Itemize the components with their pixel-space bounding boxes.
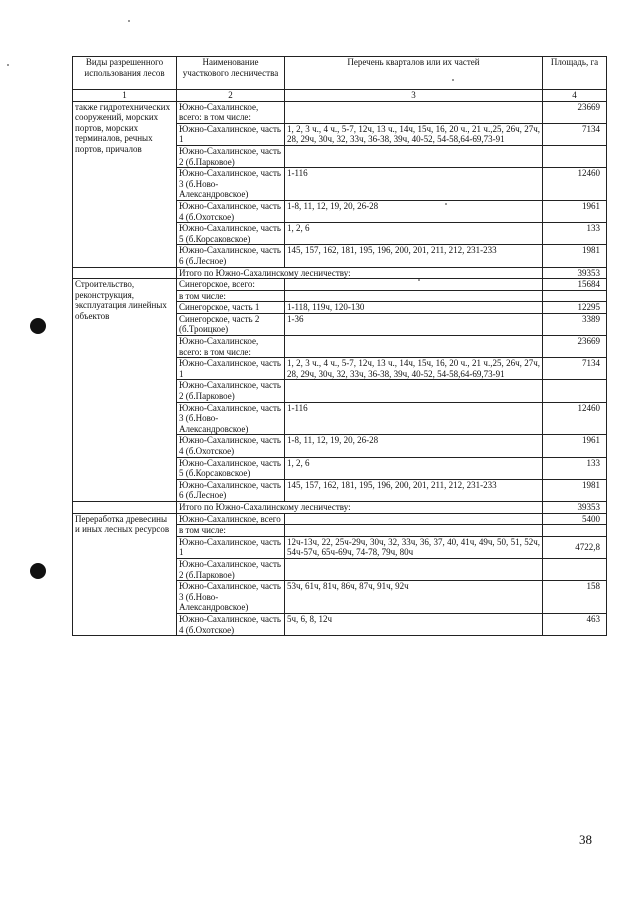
quarters-cell: 53ч, 61ч, 81ч, 86ч, 87ч, 91ч, 92ч (285, 581, 543, 614)
quarters-cell: 1, 2, 6 (285, 223, 543, 245)
forest-use-table (72, 56, 607, 636)
page-number: 38 (579, 832, 592, 847)
quarters-cell (285, 525, 543, 537)
area-cell: 463 (543, 613, 607, 635)
quarters-cell: 1-118, 119ч, 120-130 (285, 302, 543, 314)
quarters-cell: 145, 157, 162, 181, 195, 196, 200, 201, 211, 212, 231-233 (285, 245, 543, 267)
forestry-name-cell: Южно-Сахалинское, часть 4 (б.Охотское) (177, 613, 285, 635)
forestry-name-cell: в том числе: (177, 525, 285, 537)
column-number: 3 (285, 90, 543, 102)
area-cell: 12460 (543, 402, 607, 435)
area-cell: 133 (543, 223, 607, 245)
area-cell: 1961 (543, 200, 607, 222)
forestry-name-cell: Южно-Сахалинское, всего (177, 513, 285, 525)
quarters-cell (285, 290, 543, 302)
area-cell (543, 145, 607, 167)
forestry-name-cell: Южно-Сахалинское, часть 6 (б.Лесное) (177, 479, 285, 501)
column-number: 1 (73, 90, 177, 102)
quarters-cell: 12ч-13ч, 22, 25ч-29ч, 30ч, 32, 33ч, 36, 37, 40, 41ч, 49ч, 50, 51, 52ч, 54ч-57ч, 65ч-69ч, 74-78, 79ч, 80ч (285, 536, 543, 558)
quarters-cell: 1, 2, 3 ч., 4 ч., 5-7, 12ч, 13 ч., 14ч, 15ч, 16, 20 ч., 21 ч.,25, 26ч, 27ч, 28, 29ч, 30ч, 32, 33ч, 36-38, 39ч, 40-52, 54-58,64-69,73-91 (285, 358, 543, 380)
forestry-name-cell: Южно-Сахалинское, часть 4 (б.Охотское) (177, 200, 285, 222)
forestry-name-cell: Южно-Сахалинское, всего: в том числе: (177, 336, 285, 358)
forestry-name-cell: Южно-Сахалинское, часть 3 (б.Ново-Александровское) (177, 168, 285, 201)
forestry-name-cell: Южно-Сахалинское, часть 1 (177, 123, 285, 145)
forestry-name-cell: Южно-Сахалинское, часть 3 (б.Ново-Александровское) (177, 402, 285, 435)
use-type-cell: Строительство, реконструкция, эксплуатация линейных объектов (73, 279, 177, 502)
quarters-cell (285, 558, 543, 580)
area-cell: 23669 (543, 101, 607, 123)
forestry-name-cell: Южно-Сахалинское, часть 2 (б.Парковое) (177, 145, 285, 167)
column-number-row (73, 90, 607, 102)
total-area: 39353 (543, 501, 607, 513)
forestry-name-cell: Южно-Сахалинское, часть 2 (б.Парковое) (177, 558, 285, 580)
area-cell: 3389 (543, 313, 607, 335)
area-cell: 12460 (543, 168, 607, 201)
forestry-name-cell: Южно-Сахалинское, часть 1 (177, 358, 285, 380)
area-cell: 1961 (543, 435, 607, 457)
forestry-name-cell: Южно-Сахалинское, часть 6 (б.Лесное) (177, 245, 285, 267)
area-cell: 15684 (543, 279, 607, 291)
table-row (73, 279, 607, 291)
total-row (73, 267, 607, 279)
forestry-name-cell: Синегорское, часть 1 (177, 302, 285, 314)
punch-hole-lower (30, 563, 46, 579)
header-use-type: Виды разрешенного использования лесов (73, 57, 177, 90)
quarters-cell (285, 380, 543, 402)
quarters-cell: 1-36 (285, 313, 543, 335)
area-cell: 158 (543, 581, 607, 614)
area-cell: 1981 (543, 479, 607, 501)
forestry-name-cell: Синегорское, всего: (177, 279, 285, 291)
forestry-name-cell: Южно-Сахалинское, всего: в том числе: (177, 101, 285, 123)
header-forestry-name: Наименование участкового лесничества (177, 57, 285, 90)
quarters-cell (285, 279, 543, 291)
quarters-cell: 1-116 (285, 402, 543, 435)
header-row (73, 57, 607, 90)
forestry-name-cell: Южно-Сахалинское, часть 2 (б.Парковое) (177, 380, 285, 402)
table-row (73, 513, 607, 525)
area-cell: 5400 (543, 513, 607, 525)
total-row (73, 501, 607, 513)
quarters-cell (285, 513, 543, 525)
use-type-cell: Переработка древесины и иных лесных ресурсов (73, 513, 177, 636)
scan-speck (7, 64, 9, 66)
forestry-name-cell: Южно-Сахалинское, часть 5 (б.Корсаковское) (177, 457, 285, 479)
column-number: 4 (543, 90, 607, 102)
forestry-name-cell: в том числе: (177, 290, 285, 302)
area-cell: 1981 (543, 245, 607, 267)
scan-speck (128, 20, 130, 22)
total-label: Итого по Южно-Сахалинскому лесничеству: (177, 267, 543, 279)
forestry-name-cell: Южно-Сахалинское, часть 5 (б.Корсаковское) (177, 223, 285, 245)
forestry-name-cell: Южно-Сахалинское, часть 1 (177, 536, 285, 558)
forestry-name-cell: Южно-Сахалинское, часть 4 (б.Охотское) (177, 435, 285, 457)
quarters-cell: 5ч, 6, 8, 12ч (285, 613, 543, 635)
forestry-name-cell: Южно-Сахалинское, часть 3 (б.Ново-Александровское) (177, 581, 285, 614)
quarters-cell (285, 101, 543, 123)
area-cell: 12295 (543, 302, 607, 314)
area-cell (543, 558, 607, 580)
area-cell (543, 380, 607, 402)
total-area: 39353 (543, 267, 607, 279)
empty-use-cell (73, 267, 177, 279)
area-cell (543, 525, 607, 537)
area-cell: 4722,8 (543, 536, 607, 558)
quarters-cell: 145, 157, 162, 181, 195, 196, 200, 201, 211, 212, 231-233 (285, 479, 543, 501)
area-cell: 7134 (543, 358, 607, 380)
area-cell: 23669 (543, 336, 607, 358)
quarters-cell (285, 336, 543, 358)
area-cell (543, 290, 607, 302)
use-type-cell: также гидротехнических сооружений, морских портов, морских терминалов, речных портов, причалов (73, 101, 177, 267)
quarters-cell: 1, 2, 6 (285, 457, 543, 479)
quarters-cell (285, 145, 543, 167)
column-number: 2 (177, 90, 285, 102)
total-label: Итого по Южно-Сахалинскому лесничеству: (177, 501, 543, 513)
punch-hole-upper (30, 318, 46, 334)
header-area: Площадь, га (543, 57, 607, 90)
quarters-cell: 1-8, 11, 12, 19, 20, 26-28 (285, 435, 543, 457)
area-cell: 7134 (543, 123, 607, 145)
quarters-cell: 1, 2, 3 ч., 4 ч., 5-7, 12ч, 13 ч., 14ч, 15ч, 16, 20 ч., 21 ч.,25, 26ч, 27ч, 28, 29ч, 30ч, 32, 33ч, 36-38, 39ч, 40-52, 54-58,64-69,73-91 (285, 123, 543, 145)
area-cell: 133 (543, 457, 607, 479)
forestry-name-cell: Синегорское, часть 2 (б.Троицкое) (177, 313, 285, 335)
quarters-cell: 1-8, 11, 12, 19, 20, 26-28 (285, 200, 543, 222)
header-quarters-list: Перечень кварталов или их частей (285, 57, 543, 90)
quarters-cell: 1-116 (285, 168, 543, 201)
empty-use-cell (73, 501, 177, 513)
table-row (73, 101, 607, 123)
